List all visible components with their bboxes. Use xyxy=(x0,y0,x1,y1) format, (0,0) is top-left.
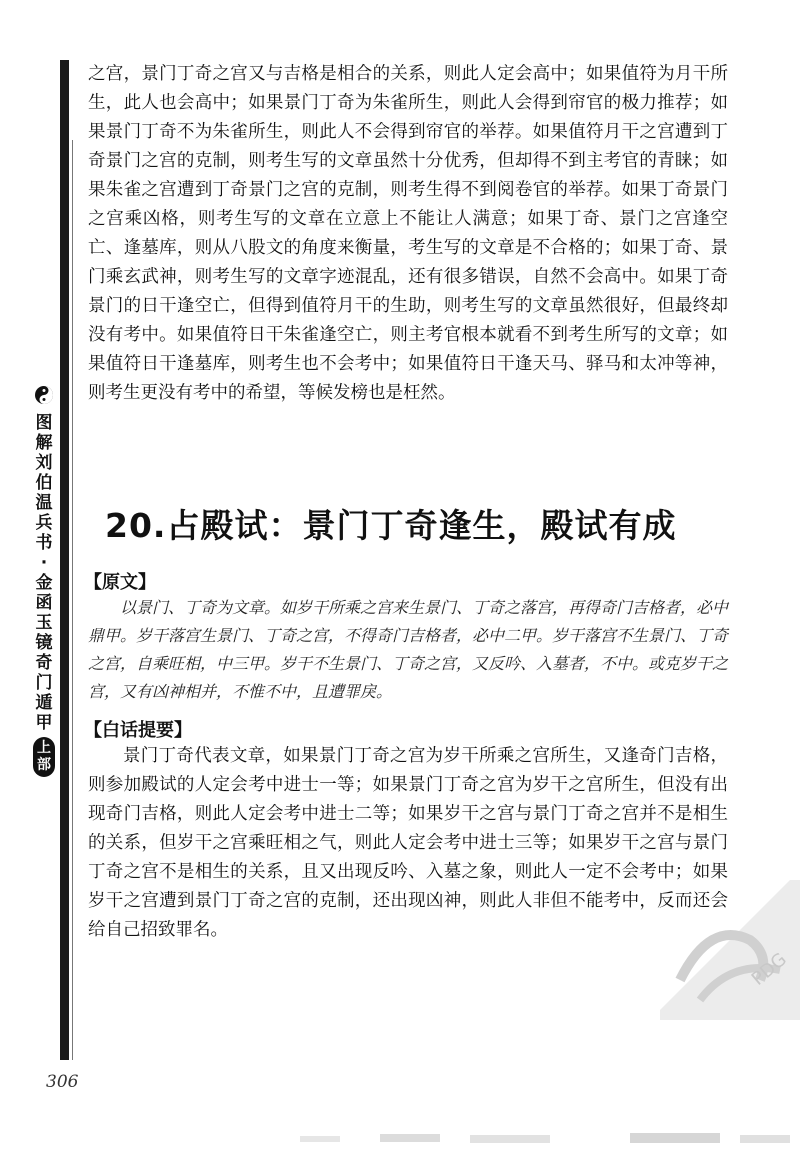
continued-paragraph xyxy=(88,60,728,408)
original-text-heading: 【原文】 xyxy=(84,572,156,593)
page-number: 306 xyxy=(46,1072,79,1092)
side-running-title xyxy=(30,385,58,777)
volume-badge: 上部 xyxy=(33,737,55,777)
watermark-text: PDG xyxy=(747,948,791,990)
plain-summary-block xyxy=(88,742,728,945)
original-text-block xyxy=(88,594,728,706)
plain-summary-heading: 【白话提要】 xyxy=(84,720,192,741)
original-text-paragraph: 以景门、丁奇为文章。如岁干所乘之宫来生景门、丁奇之落宫，再得奇门吉格者，必中鼎甲。岁干落宫生景门、丁奇之宫，不得奇门吉格者，必中二甲。岁干落宫不生景门、丁奇之宫，自乘旺相，中三甲。岁干不生景门、丁奇之宫，又反吟、入墓者，不中。或克岁干之宫，又有凶神相并，不惟不中，且遭罪戾。 xyxy=(88,598,729,701)
pdg-watermark xyxy=(640,860,800,1020)
scan-edge-artifact xyxy=(300,1130,800,1150)
book-title-vertical: 图解刘伯温兵书·金函玉镜奇门遁甲 xyxy=(35,413,53,733)
paragraph-text: 之宫，景门丁奇之宫又与吉格是相合的关系，则此人定会高中；如果值符为月干所生，此人也会高中；如果景门丁奇为朱雀所生，则此人会得到帘官的极力推荐；如果景门丁奇不为朱雀所生，则此人不会得到帘官的举荐。如果值符月干之宫遭到丁奇景门之宫的克制，则考生写的文章虽然十分优秀，但却得不到主考官的青睐；如果朱雀之宫遭到丁奇景门之宫的克制，则考生得不到阅卷官的举荐。如果丁奇景门之宫乘凶格，则考生写的文章在立意上不能让人满意；如果丁奇、景门之宫逢空亡、逢墓库，则从八股文的角度来衡量，考生写的文章是不合格的；如果丁奇、景门乘玄武神，则考生写的文章字迹混乱，还有很多错误，自然不会高中。如果丁奇景门的日干逢空亡，但得到值符月干的生助，则考生写的文章虽然很好，但最终却没有考中。如果值符日干朱雀逢空亡，则主考官根本就看不到考生所写的文章；如果值符日干逢墓库，则考生也不会考中；如果值符日干逢天马、驿马和太冲等神，则考生更没有考中的希望，等候发榜也是枉然。 xyxy=(88,64,728,403)
left-margin-thin-rule xyxy=(72,140,73,1060)
section-title: 20.占殿试：景门丁奇逢生，殿试有成 xyxy=(105,506,677,545)
left-margin-rule xyxy=(60,60,69,1060)
plain-summary-paragraph: 景门丁奇代表文章，如果景门丁奇之宫为岁干所乘之宫所生，又逢奇门吉格，则参加殿试的人定会考中进士一等；如果景门丁奇之宫为岁干之宫所生，但没有出现奇门吉格，则此人定会考中进士二等；如果岁干之宫与景门丁奇之宫并不是相生的关系，但岁干之宫乘旺相之气，则此人定会考中进士三等；如果岁干之宫与景门丁奇之宫不是相生的关系，且又出现反吟、入墓之象，则此人一定不会考中；如果岁干之宫遭到景门丁奇之宫的克制，还出现凶神，则此人非但不能考中，反而还会给自己招致罪名。 xyxy=(88,746,728,940)
yin-yang-logo-icon xyxy=(34,385,54,405)
